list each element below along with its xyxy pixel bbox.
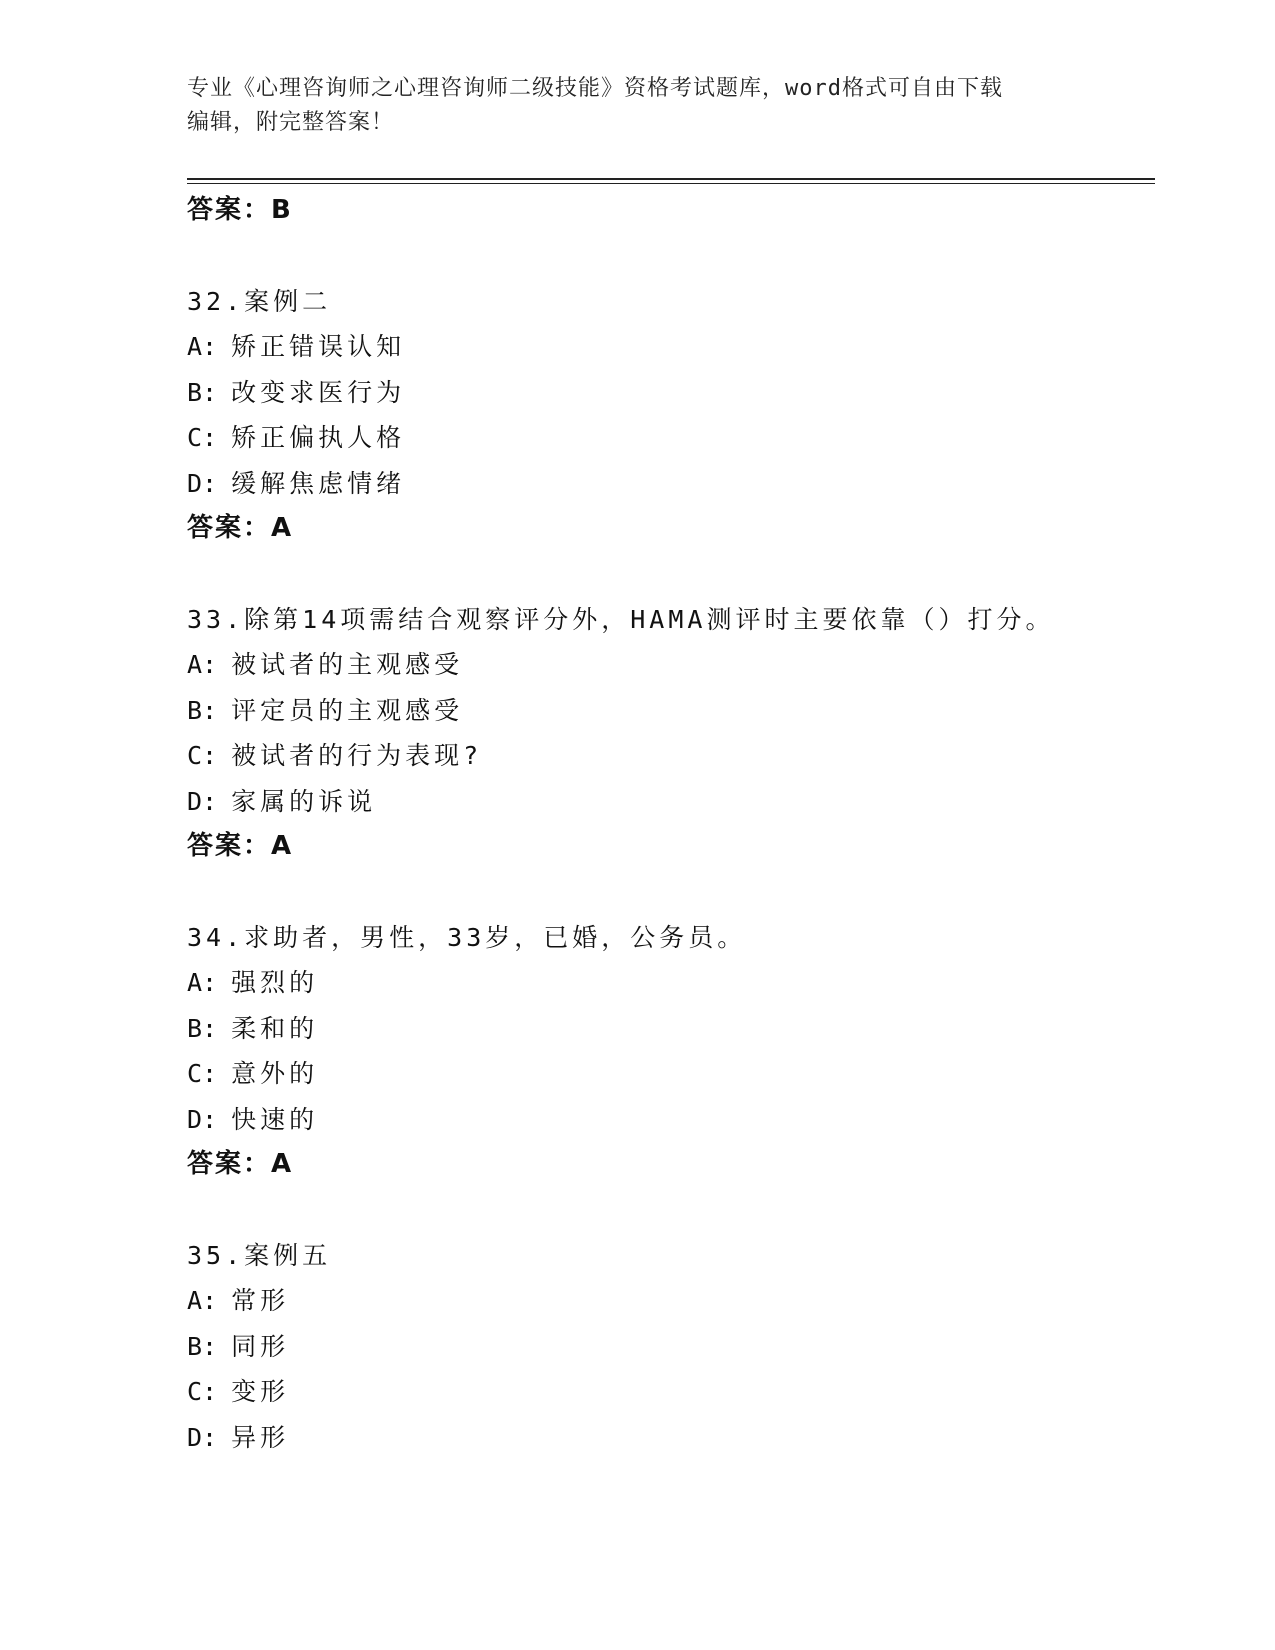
option-text: 矫正偏执人格 [231, 423, 406, 452]
header-divider-thin [187, 183, 1155, 184]
answer-line: 答案：A [187, 1149, 294, 1179]
option-b [187, 370, 1147, 416]
option-text: 同形 [231, 1331, 290, 1361]
question-block [187, 1233, 1147, 1461]
header-line-1: 专业《心理咨询师之心理咨询师二级技能》资格考试题库，word格式可自由下载 [187, 76, 1003, 101]
option-text: 异形 [231, 1422, 290, 1452]
option-letter: B: [187, 1013, 218, 1043]
option-letter: C: [187, 741, 218, 770]
option-b [187, 1324, 1147, 1370]
option-a [187, 960, 1147, 1006]
option-text: 强烈的 [231, 968, 319, 997]
option-a [187, 1278, 1147, 1324]
option-text: 改变求医行为 [231, 377, 406, 407]
option-c [187, 415, 1147, 461]
question-stem: 34.求助者，男性，33岁，已婚，公务员。 [187, 922, 747, 952]
header-divider [187, 178, 1155, 180]
option-text: 意外的 [231, 1059, 319, 1088]
option-a [187, 324, 1147, 370]
option-letter: B: [187, 1331, 218, 1361]
header-line-2: 编辑，附完整答案！ [187, 110, 395, 135]
option-text: 家属的诉说 [231, 786, 377, 816]
option-letter: C: [187, 1377, 218, 1406]
option-letter: A: [187, 968, 218, 997]
question-block [187, 597, 1147, 870]
option-d [187, 461, 1147, 507]
option-letter: C: [187, 1059, 218, 1088]
option-letter: A: [187, 1286, 218, 1315]
option-text: 常形 [231, 1286, 290, 1315]
spacer [187, 1188, 1147, 1233]
option-b [187, 688, 1147, 734]
answer-line: 答案：B [187, 195, 293, 225]
option-text: 变形 [231, 1377, 290, 1406]
option-letter: D: [187, 1422, 218, 1452]
option-text: 矫正错误认知 [231, 332, 406, 361]
answer-line: 答案：A [187, 831, 294, 861]
question-stem: 35.案例五 [187, 1240, 332, 1270]
option-d [187, 1415, 1147, 1461]
question-list [187, 188, 1147, 1460]
option-text: 柔和的 [231, 1013, 319, 1043]
spacer [187, 552, 1147, 597]
question-block [187, 279, 1147, 552]
question-stem: 32.案例二 [187, 286, 332, 316]
option-letter: D: [187, 786, 218, 816]
document-header [187, 72, 1087, 140]
spacer [187, 870, 1147, 915]
option-c [187, 733, 1147, 779]
option-c [187, 1051, 1147, 1097]
option-text: 被试者的行为表现? [231, 741, 483, 770]
option-letter: A: [187, 332, 218, 361]
option-text: 被试者的主观感受 [231, 650, 464, 679]
option-text: 缓解焦虑情绪 [231, 468, 406, 498]
option-b [187, 1006, 1147, 1052]
option-text: 快速的 [231, 1104, 319, 1134]
option-letter: D: [187, 468, 218, 498]
option-text: 评定员的主观感受 [231, 695, 464, 725]
spacer [187, 234, 1147, 279]
option-a [187, 642, 1147, 688]
answer-line: 答案：A [187, 513, 294, 543]
question-block [187, 915, 1147, 1188]
option-letter: B: [187, 695, 218, 725]
option-letter: D: [187, 1104, 218, 1134]
option-c [187, 1369, 1147, 1415]
option-d [187, 1097, 1147, 1143]
option-letter: A: [187, 650, 218, 679]
option-d [187, 779, 1147, 825]
option-letter: B: [187, 377, 218, 407]
question-stem: 33.除第14项需结合观察评分外，HAMA测评时主要依靠（）打分。 [187, 604, 1055, 634]
option-letter: C: [187, 423, 218, 452]
